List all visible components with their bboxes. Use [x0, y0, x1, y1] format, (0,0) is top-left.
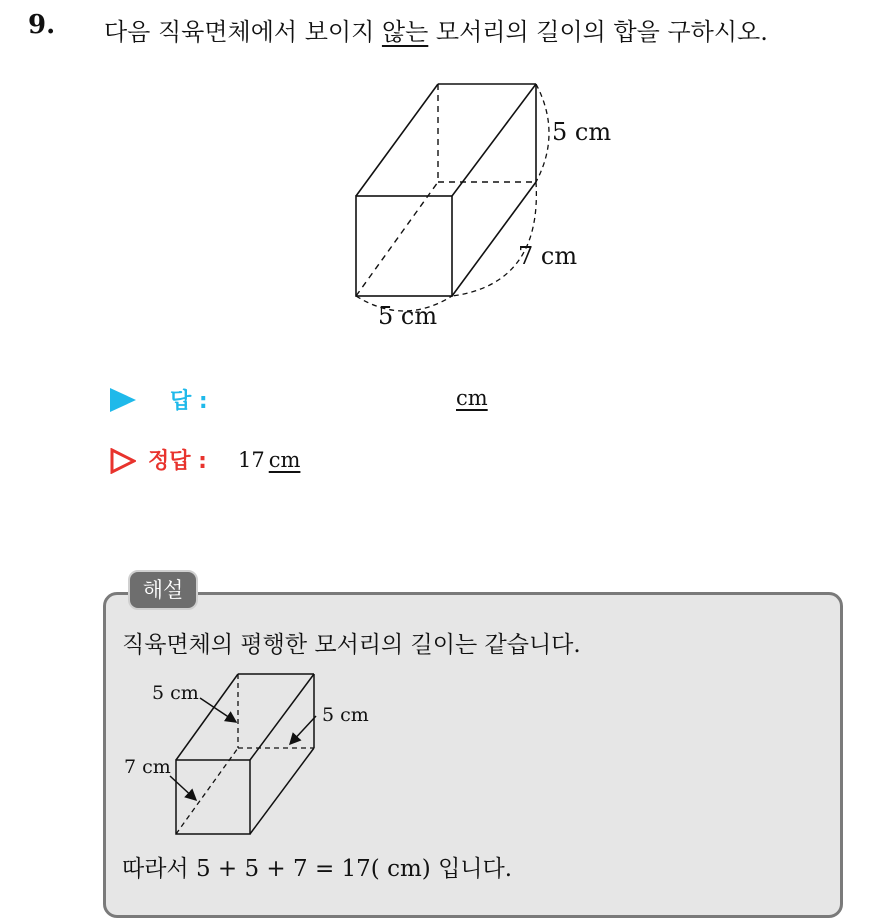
height-arc — [536, 84, 549, 182]
solution-label-top-left: 5 cm — [152, 682, 199, 704]
solution-line-2: 따라서 5 + 5 + 7 = 17( cm) 입니다. — [122, 856, 513, 882]
answer-label: 답 : — [170, 389, 208, 414]
sol-front-face — [176, 760, 250, 834]
answer-unit: cm — [456, 386, 488, 410]
front-face — [356, 196, 452, 296]
solution-tab: 해설 — [128, 570, 198, 610]
solution-label-right: 5 cm — [322, 704, 369, 726]
correct-answer-row — [110, 444, 610, 480]
arrow-to-depth-hidden — [170, 776, 196, 800]
solution-cuboid-figure — [120, 660, 400, 840]
correct-value: 17 — [238, 448, 265, 472]
question-number: 9. — [28, 10, 56, 40]
correct-label: 정답 : — [148, 449, 207, 474]
answer-row — [110, 384, 610, 418]
cuboid-figure — [330, 70, 630, 340]
width-label: 5 cm — [378, 302, 438, 330]
question-text-after: 모서리의 길이의 합을 구하시오. — [428, 18, 768, 46]
hidden-edge-depth — [356, 182, 438, 296]
sol-edge-top-right — [250, 674, 314, 760]
question-text-underlined: 않는 — [381, 18, 429, 46]
question-text-before: 다음 직육면체에서 보이지 — [104, 18, 382, 46]
arrow-to-horizontal-hidden — [290, 716, 316, 744]
correct-value-group — [238, 448, 300, 472]
edge-top-left — [356, 84, 438, 196]
edge-bottom-right — [452, 182, 536, 296]
cuboid-drawing — [330, 70, 630, 340]
edge-top-right — [452, 84, 536, 196]
correct-unit: cm — [268, 448, 301, 472]
height-label: 5 cm — [552, 118, 612, 146]
answer-marker-icon — [110, 388, 136, 412]
depth-label: 7 cm — [518, 242, 578, 270]
solution-line-1: 직육면체의 평행한 모서리의 길이는 같습니다. — [122, 632, 581, 658]
sol-edge-bottom-right — [250, 748, 314, 834]
question-text — [104, 12, 768, 47]
solution-label-left: 7 cm — [124, 756, 171, 778]
correct-marker-icon — [110, 448, 136, 474]
